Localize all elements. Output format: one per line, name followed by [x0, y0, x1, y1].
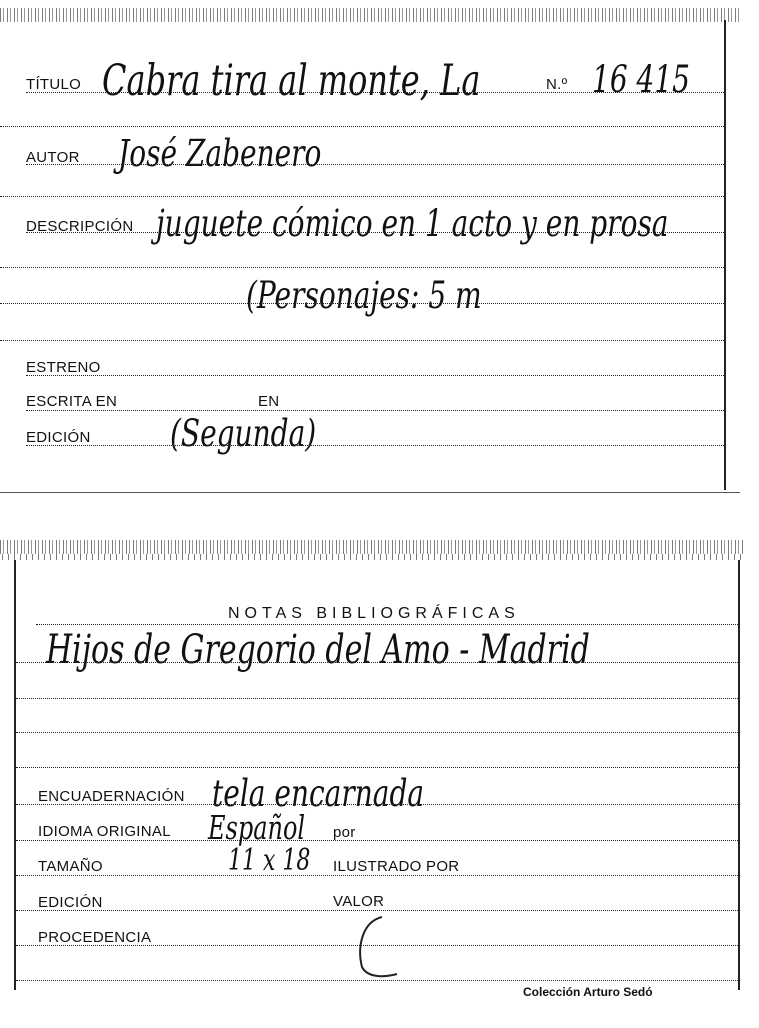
procedencia-label: PROCEDENCIA [38, 929, 152, 946]
notas-title: NOTAS BIBLIOGRÁFICAS [228, 605, 520, 622]
card-right-border [724, 20, 726, 490]
idioma-line [16, 840, 738, 841]
titulo-value: Cabra tira al monte, La [102, 54, 481, 106]
notas-value: Hijos de Gregorio del Amo - Madrid [46, 626, 590, 674]
card-left-border [14, 560, 16, 990]
card-top-edge-fine [0, 554, 745, 560]
edicion2-label: EDICIÓN [38, 894, 103, 911]
autor-value: José Zabenero [118, 131, 322, 176]
encuadernacion-line [16, 804, 738, 805]
card-right-border [738, 560, 740, 990]
blank-line [0, 303, 726, 304]
personajes-value: (Personajes: 5 m [246, 273, 482, 318]
card-top-edge [0, 540, 745, 554]
blank-line [0, 267, 726, 268]
collection-credit: Colección Arturo Sedó [523, 985, 653, 999]
notas-line-2 [16, 662, 738, 663]
descripcion-label: DESCRIPCIÓN [26, 218, 134, 235]
numero-value: 16 415 [592, 57, 690, 102]
edicion-line [26, 445, 726, 446]
encuadernacion-label: ENCUADERNACIÓN [38, 788, 185, 805]
descripcion-value: juguete cómico en 1 acto y en prosa [156, 201, 669, 246]
idioma-value: Español [208, 809, 306, 847]
titulo-label: TÍTULO [26, 76, 82, 93]
notas-line-1 [36, 624, 738, 625]
blank-line [0, 126, 726, 127]
stamp-mark [352, 912, 412, 982]
estreno-label: ESTRENO [26, 359, 101, 376]
escrita-label: ESCRITA EN [26, 393, 118, 410]
edicion-value: (Segunda) [170, 411, 317, 456]
encuadernacion-value: tela encarnada [212, 771, 425, 816]
titulo-line [26, 92, 726, 93]
notas-line-3 [16, 698, 738, 699]
estreno-line [26, 375, 726, 376]
valor-label: VALOR [333, 893, 385, 910]
edicion-label: EDICIÓN [26, 429, 91, 446]
ilustrado-label: ILUSTRADO POR [333, 858, 460, 875]
en-label: EN [258, 393, 280, 410]
blank-line [0, 340, 726, 341]
notas-line-4 [16, 732, 738, 733]
blank-line [0, 196, 726, 197]
autor-line [26, 164, 726, 165]
tamano-line [16, 875, 738, 876]
escrita-line [26, 410, 726, 411]
notas-line-5 [16, 767, 738, 768]
catalog-card-bottom [0, 540, 745, 1028]
edicion2-line [16, 910, 738, 911]
descripcion-line [26, 232, 726, 233]
autor-label: AUTOR [26, 149, 80, 166]
catalog-card-top [0, 0, 740, 495]
card-top-edge [0, 8, 740, 22]
tamano-label: TAMAÑO [38, 858, 103, 875]
tamano-value: 11 x 18 [228, 844, 311, 879]
numero-label: N.º [546, 76, 568, 93]
card-bottom-rule [0, 492, 740, 493]
idioma-label: IDIOMA ORIGINAL [38, 823, 171, 840]
por-label: por [333, 824, 356, 841]
